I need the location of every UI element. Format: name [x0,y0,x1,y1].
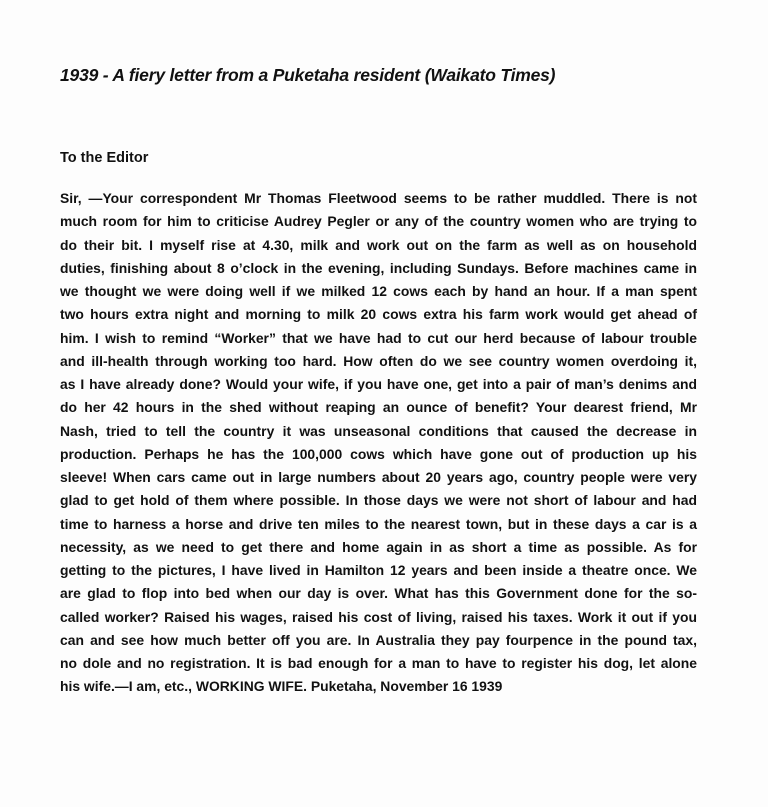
letter-line: sleeve! When cars came out in large numbers about 20 years ago, country people were very [60,469,697,485]
letter-line: and ill-health through working too hard. How often do we see country women overdoing it, [60,352,697,369]
letter-line: called worker? Raised his wages, raised his cost of living, raised his taxes. Work it out if you [60,608,697,625]
letter-line: two hours extra night and morning to milk 20 cows extra his farm work would get ahead of [60,306,697,323]
letter-line: are glad to flop into bed when our day is over. What has this Government done for the so- [60,585,697,602]
letter-line: do her 42 hours in the shed without reaping an ounce of benefit? Your dearest friend, Mr [60,399,697,416]
letter-line: Nash, tried to tell the country it was unseasonal conditions that caused the decrease in [60,422,697,439]
letter-line: much room for him to criticise Audrey Pegler or any of the country women who are trying to [60,213,697,230]
letter-line: we thought we were doing well if we milked 12 cows each by hand an hour. If a man spent [60,283,697,299]
letter-body [60,187,697,699]
letter-line: Sir, —Your correspondent Mr Thomas Fleetwood seems to be rather muddled. There is not [60,190,697,206]
letter-line: him. I wish to remind “Worker” that we have had to cut our herd because of labour trouble [60,329,697,346]
salutation: To the Editor [60,150,149,166]
letter-line: duties, finishing about 8 o’clock in the evening, including Sundays. Before machines came in [60,259,697,276]
letter-line: no dole and no registration. It is bad enough for a man to have to register his dog, let alone [60,655,697,671]
letter-line-signature: his wife.—I am, etc., WORKING WIFE. Puketaha, November 16 1939 [60,678,503,695]
letter-line: as I have already done? Would your wife, if you have one, get into a pair of man’s denims and [60,376,697,392]
letter-line: getting to the pictures, I have lived in Hamilton 12 years and been inside a theatre once. We [60,562,697,578]
letter-line: production. Perhaps he has the 100,000 cows which have gone out of production up his [60,445,697,462]
letter-line: time to harness a horse and drive ten miles to the nearest town, but in these days a car is a [60,515,697,532]
letter-line: can and see how much better off you are. In Australia they pay fourpence in the pound tax, [60,631,697,648]
letter-line: do their bit. I myself rise at 4.30, milk and work out on the farm as well as on household [60,236,697,253]
document-title: 1939 - A fiery letter from a Puketaha resident (Waikato Times) [60,65,556,85]
letter-line: necessity, as we need to get there and home again in as short a time as possible. As for [60,538,697,555]
letter-line: glad to get hold of them where possible. In those days we were not short of labour and had [60,492,697,509]
